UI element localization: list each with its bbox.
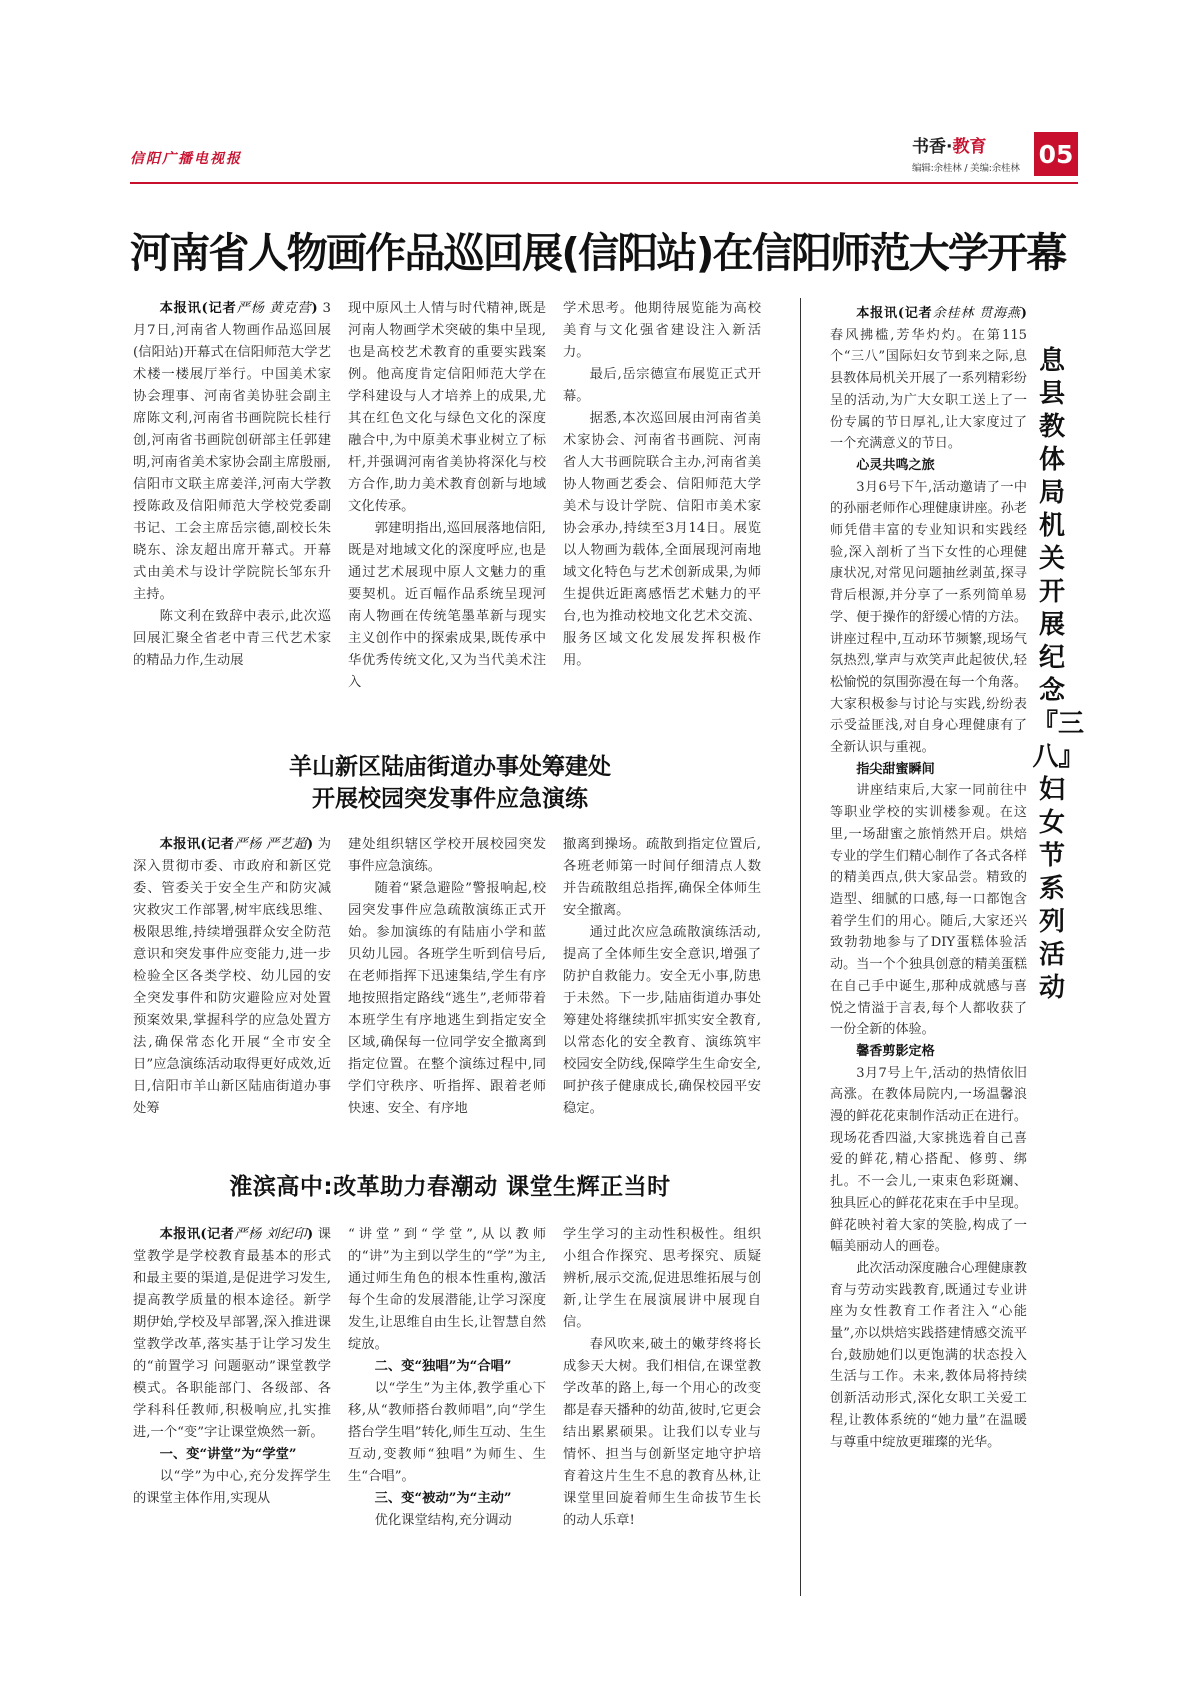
article1-text-7: 据悉,本次巡回展由河南省美术家协会、河南省书画院、河南省人大书画院联合主办,河南省美协人物画艺委会、信阳师范大学美术与设计学院、信阳市美术家协会承办,持续至3月14日。展览以人物画为载体,全面展现河南地域文化特色与艺术创新成果,为师生提供近距离感悟艺术魅力的平台,也为推动校地文化艺术交流、服务区域文化发展发挥积极作用。 [563,411,761,668]
article2-text-2: 建处组织辖区学校开展校园突发事件应急演练。 [348,837,546,874]
article4-text-1: 3月6号下午,活动邀请了一中的孙丽老师作心理健康讲座。孙老师凭借丰富的专业知识和实践经验,深入剖析了当下女性的心理健康状况,对常见问题抽丝剥茧,探寻背后根源,并分享了一系列简单易学、便于操作的舒缓心情的方法。讲座过程中,互动环节频繁,现场气氛热烈,掌声与欢笑声此起彼伏,轻松愉悦的氛围弥漫在每一个角落。大家积极参与讨论与实践,纷纷表示受益匪浅,对自身心理健康有了全新认识与重视。 [830,479,1027,756]
article1-byline: 本报讯(记者严杨 黄克营) [159,301,318,316]
article3-text-3: “讲堂”到“学堂”,从以教师的“讲”为主到以学生的“学”为主,通过师生角色的根本性重构,激活每个生命的发展潜能,让学习深度发生,让思维自由生长,让智慧自然绽放。 [348,1227,546,1352]
article1-text-2: 陈文利在致辞中表示,此次巡回展汇聚全省老中青三代艺术家的精品力作,生动展 [133,609,331,668]
article1-column-1 [133,298,331,708]
article2-text-5: 通过此次应急疏散演练活动,提高了全体师生安全意识,增强了防护自救能力。安全无小事,防患于未然。下一步,陆庙街道办事处筹建处将继续抓牢抓实安全教育,以常态化的安全教育、演练筑牢校园安全防线,保障学生生命安全,呵护孩子健康成长,确保校园平安稳定。 [563,925,761,1116]
article4-intro: 春风拂槛,芳华灼灼。在第115个“三八”国际妇女节到来之际,息县教体局机关开展了一系列精彩纷呈的活动,为广大女职工送上了一份专属的节日厚礼,让大家度过了一个充满意义的节日。 [830,327,1027,452]
article4-column [830,303,1027,1599]
article3-text-5: 优化课堂结构,充分调动 [374,1513,512,1528]
article2-headline-line2: 开展校园突发事件应急演练 [312,786,588,812]
article2-text-1: 为深入贯彻市委、市政府和新区党委、管委关于安全生产和防灾减灾救灾工作部署,树牢底线思维、极限思维,持续增强群众安全防范意识和突发事件应变能力,进一步检验全区各类学校、幼儿园的安全突发事件和防灾避险应对处置预案效果,掌握科学的应急处置方法,确保常态化开展“全市安全日”应急演练活动取得更好成效,近日,信阳市羊山新区陆庙街道办事处筹 [133,837,331,1116]
article1-text-4: 郭建明指出,巡回展落地信阳,既是对地域文化的深度呼应,也是通过艺术展现中原人文魅力的重要契机。近百幅作品系统呈现河南人物画在传统笔墨革新与现实主义创作中的探索成果,既传承中华优秀传统文化,又为当代美术注入 [348,521,546,690]
article2-column-2 [348,834,546,1134]
article3-column-3 [563,1224,761,1600]
article1-text-3: 现中原风土人情与时代精神,既是河南人物画学术突破的集中呈现,也是高校艺术教育的重要实践案例。他高度肯定信阳师范大学在学科建设与人才培养上的成果,尤其在红色文化与绿色文化的深度融合中,为中原美术事业树立了标杆,并强调河南省美协将深化与校方合作,助力美术教育创新与地域文化传承。 [348,301,546,514]
article1-text-5: 学术思考。他期待展览能为高校美育与文化强省建设注入新活力。 [563,301,761,360]
editor-credits: 编辑:余桂林 / 美编:余桂林 [912,163,1020,174]
article3-subhead-3: 三、变“被动”为“主动” [374,1491,512,1506]
article4-byline: 本报讯(记者余桂林 贯海燕) [856,306,1027,321]
article4-subhead-2: 指尖甜蜜瞬间 [856,761,935,777]
article2-text-4: 撤离到操场。疏散到指定位置后,各班老师第一时间仔细清点人数并告疏散组总指挥,确保全体师生安全撤离。 [563,837,761,918]
section-part1: 书香 [912,137,946,157]
article3-headline: 淮滨高中:改革助力春潮动 课堂生辉正当时 [229,1174,671,1200]
article1-column-3 [563,298,761,708]
top-divider [130,182,1078,184]
page-number: 05 [1034,132,1078,176]
article3-text-2: 以“学”为中心,充分发挥学生的课堂主体作用,实现从 [133,1469,331,1506]
article3-subhead-2: 二、变“独唱”为“合唱” [374,1359,512,1374]
section-label [912,132,986,157]
section-separator: · [946,137,953,157]
article1-text-6: 最后,岳宗德宣布展览正式开幕。 [563,367,761,404]
article3-text-4: 以“学生”为主体,教学重心下移,从“教师搭台教师唱”,向“学生搭台学生唱”转化,师生互动、生生互动,变教师“独唱”为师生、生生“合唱”。 [348,1381,546,1484]
article4-subhead-1: 心灵共鸣之旅 [856,457,935,473]
article2-column-1 [133,834,331,1134]
article3-subhead-1: 一、变“讲堂”为“学堂” [159,1447,297,1462]
article2-column-3 [563,834,761,1134]
article4-text-4: 此次活动深度融合心理健康教育与劳动实践教育,既通过专业讲座为女性教育工作者注入“心能量”,亦以烘焙实践搭建情感交流平台,鼓励她们以更饱满的状态投入生活与工作。未来,教体局将持续创新活动形式,深化女职工关爱工程,让教体系统的“她力量”在温暖与尊重中绽放更璀璨的光华。 [830,1260,1027,1450]
article1-text-1: 3月7日,河南省人物画作品巡回展(信阳站)开幕式在信阳师范大学艺术楼一楼展厅举行。中国美术家协会理事、河南省美协驻会副主席陈文利,河南省书画院院长桂行创,河南省书画院创研部主任郭建明,河南省美术家协会副主席殷丽,信阳市文联主席姜洋,河南大学教授陈政及信阳师范大学校党委副书记、工会主席岳宗德,副校长朱晓东、涂友超出席开幕式。开幕式由美术与设计学院院长邹东升主持。 [133,301,331,602]
article4-text-3: 3月7号上午,活动的热情依旧高涨。在教体局院内,一场温馨浪漫的鲜花花束制作活动正在进行。现场花香四溢,大家挑选着自己喜爱的鲜花,精心搭配、修剪、绑扎。不一会儿,一束束色彩斑斓、独具匠心的鲜花花束在手中呈现。鲜花映衬着大家的笑脸,构成了一幅美丽动人的画卷。 [830,1065,1027,1255]
article3-text-1: 课堂教学是学校教育最基本的形式和最主要的渠道,是促进学习发生,提高教学质量的根本途径。新学期伊始,学校及早部署,深入推进课堂教学改革,落实基于让学习发生的“前置学习 问题驱动”课堂教学模式。各职能部门、各级部、各学科科任教师,积极响应,扎实推进,一个“变”字让课堂焕然一新。 [133,1227,331,1440]
article2-headline-line1: 羊山新区陆庙街道办事处筹建处 [289,754,611,780]
article3-text-6: 学生学习的主动性积极性。组织小组合作探究、思考探究、质疑辨析,展示交流,促进思维拓展与创新,让学生在展演展讲中展现自信。 [563,1227,761,1330]
column-divider [800,298,801,1596]
article2-text-3: 随着“紧急避险”警报响起,校园突发事件应急疏散演练正式开始。参加演练的有陆庙小学和蓝贝幼儿园。各班学生听到信号后,在老师指挥下迅速集结,学生有序地按照指定路线“逃生”,老师带着本班学生有序地逃生到指定安全区域,确保每一位同学安全撤离到指定位置。在整个演练过程中,同学们守秩序、听指挥、跟着老师快速、安全、有序地 [348,881,546,1116]
newspaper-name: 信阳广播电视报 [130,151,242,167]
article4-vertical-headline: 息县教体局机关开展纪念『三八』妇女节系列活动 [1032,346,1085,1003]
article4-subhead-3: 馨香剪影定格 [856,1043,935,1059]
article3-column-2 [348,1224,546,1600]
article1-headline: 河南省人物画作品巡回展(信阳站)在信阳师范大学开幕 [130,229,1066,277]
section-part2: 教育 [952,137,987,157]
article3-text-7: 春风吹来,破土的嫩芽终将长成参天大树。我们相信,在课堂教学改革的路上,每一个用心的改变都是春天播种的幼苗,彼时,它更会结出累累硕果。让我们以专业与情怀、担当与创新坚定地守护培育着这片生生不息的教育丛林,让课堂里回旋着师生生命拔节生长的动人乐章! [563,1337,761,1528]
article4-text-2: 讲座结束后,大家一同前往中等职业学校的实训楼参观。在这里,一场甜蜜之旅悄然开启。烘焙专业的学生们精心制作了各式各样的精美西点,供大家品尝。精致的造型、细腻的口感,每一口都饱含着学生们的用心。随后,大家还兴致勃勃地参与了DIY蛋糕体验活动。当一个个独具创意的精美蛋糕在自己手中诞生,那种成就感与喜悦之情溢于言表,每个人都收获了一份全新的体验。 [830,783,1027,1038]
article1-column-2 [348,298,546,708]
article3-column-1 [133,1224,331,1600]
article2-byline: 本报讯(记者严杨 严艺超) [159,837,314,852]
article3-byline: 本报讯(记者严杨 刘纪印) [159,1227,314,1242]
